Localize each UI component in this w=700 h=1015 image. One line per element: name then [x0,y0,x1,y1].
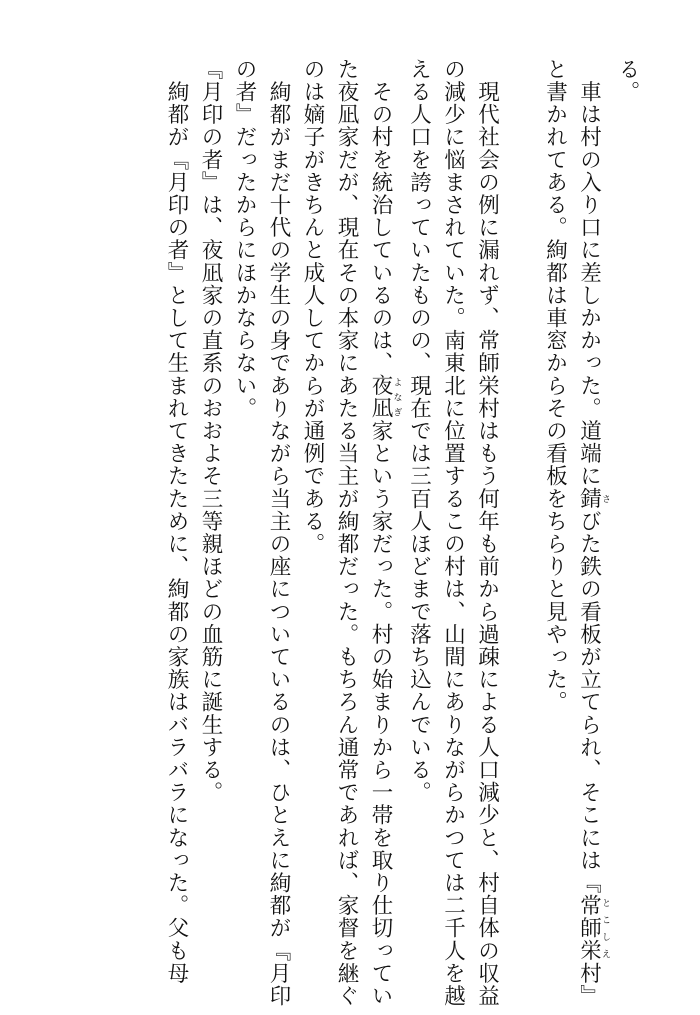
vertical-text-body [159,58,644,1008]
text-line-11: 絢都がまだ十代の学生の身でありながら当主の座についているのは、ひとえに絢都が『月印 [266,58,291,1008]
text-segment: 家という家だった。村の始まりから一帯を取り仕切ってい [368,419,393,1008]
text-line-3: と書かれてある。絢都は車窓からその看板をちらりと見やった。 [542,58,568,714]
text-segment: 車は村の入り口に差しかかった。道端に [576,58,602,488]
ruby-rust [576,487,610,511]
text-segment: 村』 [576,962,602,1008]
text-line-12: の者』だったからにほかならない。 [232,58,257,420]
ruby-tokoshie [576,894,610,963]
text-line-10: のは嫡子がきちんと成人してからが通例である。 [300,58,325,556]
text-line-2 [572,58,611,1008]
text-line-6: の減少に悩まされていた。南東北に位置するこの村は、山間にありながらかつては二千人を越 [440,58,466,1008]
text-line-1: る。 [615,58,640,104]
ruby-reading: よなぎ [391,374,402,420]
text-segment: その村を統治しているのは、 [368,58,393,375]
ruby-reading: さ [600,487,610,510]
text-line-7: える人口を誇っていたものの、現在では三百人ほどまで落ち込んでいる。 [406,58,432,804]
text-line-8 [363,58,402,1008]
ruby-reading: とこしえ [600,894,610,963]
paragraph-break [504,58,538,958]
ruby-base: 夜凪 [368,374,393,420]
text-line-9: た夜凪家だが、現在その本家にあたる当主が絢都だった。もちろん通常であれば、家督を継ぐ [334,58,359,1008]
text-line-13: 『月印の者』は、夜凪家の直系のおおよそ三等親ほどの血筋に誕生する。 [198,58,223,804]
ruby-base: 錆 [576,487,602,511]
text-line-14: 絢都が『月印の者』として生まれてきたために、絢都の家族はバラバラになった。父も母 [164,58,189,985]
ruby-yonagi [368,374,402,420]
text-line-5: 現代社会の例に漏れず、常師栄村はもう何年も前から過疎による人口減少と、村自体の収益 [474,58,500,1008]
ruby-base: 常師栄 [576,894,602,963]
text-segment: びた鉄の看板が立てられ、そこには『 [576,510,602,895]
